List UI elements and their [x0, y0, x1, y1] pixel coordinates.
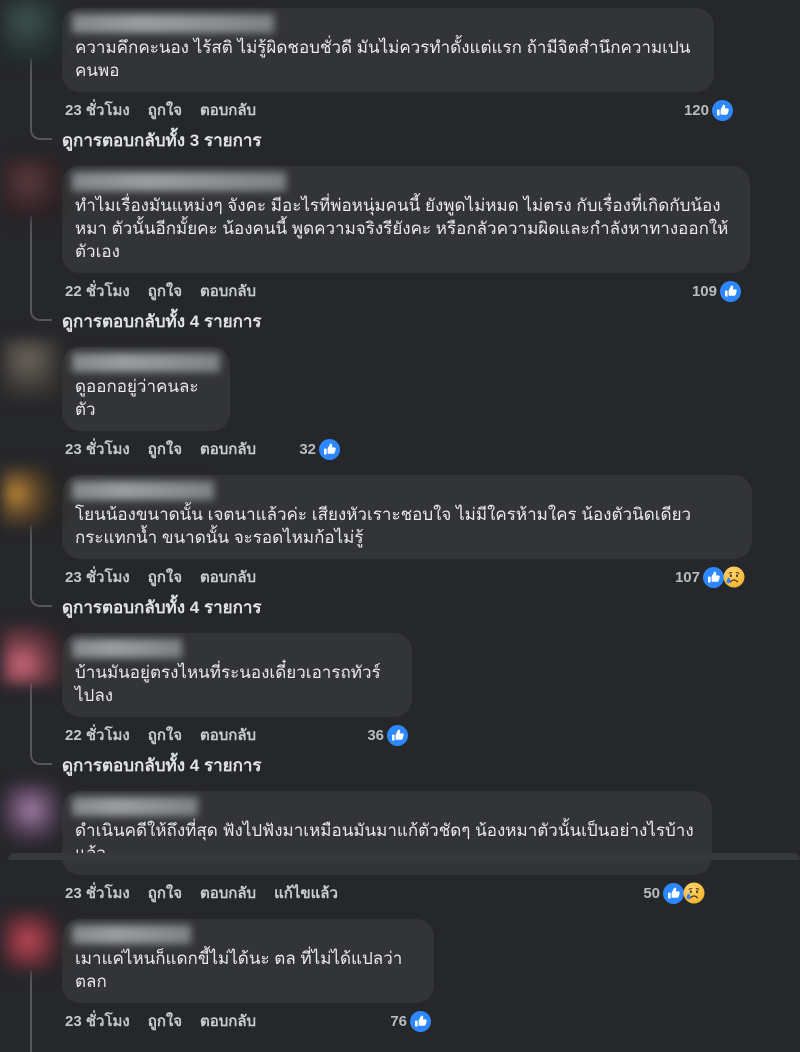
- comment-bubble: [62, 791, 712, 875]
- name-blur-image: [72, 481, 214, 500]
- view-replies-row: [62, 310, 800, 332]
- timestamp[interactable]: 23 ชั่วโมง: [65, 885, 130, 902]
- avatar[interactable]: [10, 633, 52, 677]
- like-icon: [663, 883, 684, 904]
- avatar-column: [10, 347, 62, 460]
- like-button[interactable]: ถูกใจ: [147, 1013, 183, 1030]
- comment-bubble: [62, 166, 750, 273]
- comment-meta-row: [65, 280, 741, 302]
- reaction-pill[interactable]: [390, 1011, 431, 1032]
- comment-text: เมาแค่ไหนก็แดกขี้ไม่ได้นะ ตล ที่ไม่ได้แปลว่า ตลก: [75, 949, 403, 991]
- view-replies-button[interactable]: ดูการตอบกลับทั้ง 3 รายการ: [62, 130, 262, 150]
- comment-content: [62, 166, 800, 332]
- comment-item: [0, 8, 800, 151]
- next-element-top-edge: [8, 853, 800, 860]
- name-blur-image: [72, 353, 220, 372]
- commenter-name-blurred[interactable]: [75, 484, 211, 497]
- timestamp[interactable]: 23 ชั่วโมง: [65, 1013, 130, 1030]
- timestamp[interactable]: 22 ชั่วโมง: [65, 727, 130, 744]
- like-icon: [712, 100, 733, 121]
- comment-content: [62, 8, 800, 151]
- name-blur-image: [72, 14, 274, 33]
- like-icon: [319, 439, 340, 460]
- commenter-name-blurred[interactable]: [75, 642, 179, 655]
- like-button[interactable]: ถูกใจ: [147, 441, 183, 458]
- avatar[interactable]: [10, 919, 52, 963]
- reaction-pill[interactable]: [643, 882, 705, 904]
- comment-bubble: [62, 475, 752, 559]
- reaction-pill[interactable]: [675, 566, 745, 588]
- avatar-blur-image: [2, 467, 60, 527]
- avatar-column: [10, 475, 62, 618]
- timestamp[interactable]: 23 ชั่วโมง: [65, 569, 130, 586]
- view-replies-button[interactable]: ดูการตอบกลับทั้ง 4 รายการ: [62, 311, 262, 331]
- name-blur-image: [72, 639, 182, 658]
- comment-text: ทำไมเรื่องมันแหม่งๆ จังคะ มีอะไรที่พ่อหนุ่มคนนี้ ยังพูดไม่หมด ไม่ตรง กับเรื่องที่เกิดกับน้องหมา ตัวนั้นอีกมั้ยคะ น้องคนนี้ พูดความจริงรียังคะ หรือกลัวความผิดและกำลังหาทางออกให้ตัวเอง: [75, 196, 729, 261]
- reaction-pill[interactable]: [684, 100, 733, 121]
- reply-button[interactable]: ตอบกลับ: [200, 441, 257, 458]
- comment-text: ดำเนินคดีให้ถึงที่สุด ฟังไปฟังมาเหมือนมันมาแก้ตัวชัดๆ น้องหมาตัวนั้นเป็นอย่างไรบ้าง: [75, 821, 694, 840]
- comment-text: ดูออกอยู่ว่าคนละตัว: [75, 377, 199, 419]
- commenter-name-blurred[interactable]: [75, 17, 271, 30]
- comment-meta-row: [65, 724, 408, 746]
- view-replies-row: [62, 596, 800, 618]
- comment-item: [0, 919, 800, 1032]
- avatar-blur-image: [2, 911, 60, 971]
- comment-bubble: [62, 347, 230, 431]
- comment-item: [0, 475, 800, 618]
- comment-meta-row: [65, 99, 733, 121]
- reaction-count: 109: [691, 282, 717, 300]
- timestamp[interactable]: 23 ชั่วโมง: [65, 102, 130, 119]
- comment-item: [0, 791, 800, 904]
- like-icon: [720, 281, 741, 302]
- commenter-name-blurred[interactable]: [75, 800, 195, 813]
- reaction-count: 36: [367, 726, 384, 744]
- reply-button[interactable]: ตอบกลับ: [200, 283, 257, 300]
- comment-meta-row: [65, 438, 340, 460]
- sad-reaction-icon: [683, 882, 705, 904]
- commenter-name-blurred[interactable]: [75, 356, 217, 369]
- like-button[interactable]: ถูกใจ: [147, 727, 183, 744]
- reaction-count: 50: [643, 884, 660, 902]
- comment-text: โยนน้องขนาดนั้น เจตนาแล้วค่ะ เสียงหัวเราะชอบใจ ไม่มีใครห้ามใคร น้องตัวนิดเดียวกระแทกน้ำ ขนาดนั้น จะรอดไหมก้อไม่รู้: [75, 505, 692, 547]
- comment-content: [62, 919, 800, 1032]
- sad-reaction-icon: [723, 566, 745, 588]
- like-icon: [703, 567, 724, 588]
- edited-label[interactable]: แก้ไขแล้ว: [274, 885, 338, 902]
- avatar[interactable]: [10, 791, 52, 835]
- like-icon: [387, 725, 408, 746]
- name-blur-image: [72, 172, 286, 191]
- avatar-blur-image: [2, 339, 60, 399]
- reaction-count: 120: [683, 101, 709, 119]
- reply-button[interactable]: ตอบกลับ: [200, 102, 257, 119]
- view-replies-row: [62, 129, 800, 151]
- commenter-name-blurred[interactable]: [75, 928, 188, 941]
- reaction-pill[interactable]: [692, 281, 741, 302]
- name-blur-image: [72, 797, 198, 816]
- comment-content: [62, 347, 800, 460]
- avatar-column: [10, 8, 62, 151]
- avatar-column: [10, 791, 62, 904]
- view-replies-button[interactable]: ดูการตอบกลับทั้ง 4 รายการ: [62, 755, 262, 775]
- avatar-blur-image: [2, 0, 60, 60]
- like-button[interactable]: ถูกใจ: [147, 885, 183, 902]
- like-button[interactable]: ถูกใจ: [147, 283, 183, 300]
- view-replies-row: [62, 754, 800, 776]
- avatar-column: [10, 633, 62, 776]
- like-icon: [410, 1011, 431, 1032]
- reply-button[interactable]: ตอบกลับ: [200, 569, 257, 586]
- reply-button[interactable]: ตอบกลับ: [200, 1013, 257, 1030]
- comment-bubble: [62, 919, 434, 1003]
- avatar-blur-image: [2, 625, 60, 685]
- comment-bubble: [62, 8, 714, 92]
- comment-meta-row: [65, 1010, 431, 1032]
- comment-item: [0, 347, 800, 460]
- avatar[interactable]: [10, 166, 52, 210]
- comment-content: [62, 633, 800, 776]
- comment-meta-row: [65, 566, 745, 588]
- reply-button[interactable]: ตอบกลับ: [200, 885, 257, 902]
- reaction-count: 76: [390, 1012, 407, 1030]
- view-replies-button[interactable]: ดูการตอบกลับทั้ง 4 รายการ: [62, 597, 262, 617]
- timestamp[interactable]: 22 ชั่วโมง: [65, 283, 130, 300]
- like-button[interactable]: ถูกใจ: [147, 569, 183, 586]
- timestamp[interactable]: 23 ชั่วโมง: [65, 441, 130, 458]
- reply-button[interactable]: ตอบกลับ: [200, 727, 257, 744]
- commenter-name-blurred[interactable]: [75, 175, 283, 188]
- avatar-blur-image: [2, 158, 60, 218]
- reaction-count: 32: [299, 440, 316, 458]
- like-button[interactable]: ถูกใจ: [147, 102, 183, 119]
- comment-text: ความคึกคะนอง ไร้สติ ไม่รู้ผิดชอบชั่วดี มันไม่ควรทำดั้งแต่แรก ถ้ามีจิตสำนึกความเปนคนพอ: [75, 38, 691, 80]
- comment-content: [62, 791, 800, 904]
- avatar[interactable]: [10, 347, 52, 391]
- reaction-pill[interactable]: [299, 439, 340, 460]
- avatar-column: [10, 166, 62, 332]
- comment-content: [62, 475, 800, 618]
- comment-item: [0, 633, 800, 776]
- comment-meta-row: [65, 882, 705, 904]
- comment-bubble: [62, 633, 412, 717]
- name-blur-image: [72, 925, 191, 944]
- avatar-column: [10, 919, 62, 1032]
- reaction-pill[interactable]: [367, 725, 408, 746]
- avatar[interactable]: [10, 475, 52, 519]
- reaction-count: 107: [674, 568, 700, 586]
- avatar[interactable]: [10, 8, 52, 52]
- comment-item: [0, 166, 800, 332]
- avatar-blur-image: [2, 783, 60, 843]
- comment-text: บ้านมันอยู่ตรงไหนที่ระนองเดี๋ยวเอารถทัวร์ไปลง: [75, 663, 381, 705]
